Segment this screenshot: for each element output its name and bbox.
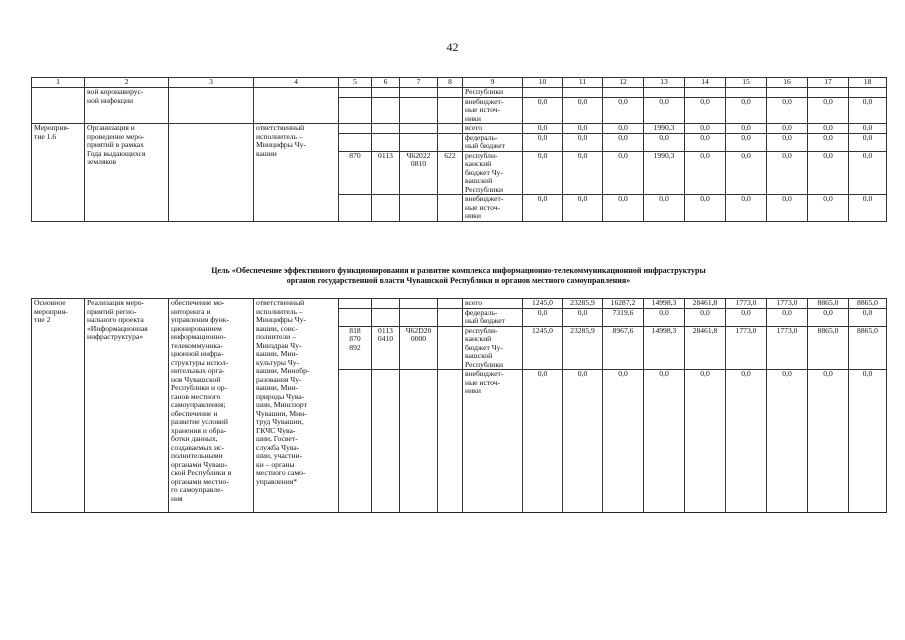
cell-source: республи- канский бюджет Чу- вашской Республики bbox=[463, 326, 523, 370]
cell-value: 14998,3 bbox=[644, 299, 685, 309]
cell-value: 0,0 bbox=[726, 370, 767, 513]
column-number-cell: 18 bbox=[849, 78, 887, 88]
column-number-cell: 9 bbox=[463, 78, 523, 88]
cell bbox=[523, 88, 563, 98]
cell bbox=[372, 370, 400, 513]
cell-value: 0,0 bbox=[849, 370, 887, 513]
cell bbox=[339, 308, 372, 326]
cell bbox=[400, 124, 438, 134]
cell-value: 0,0 bbox=[767, 151, 808, 195]
cell bbox=[372, 308, 400, 326]
column-number-cell: 4 bbox=[254, 78, 339, 88]
cell bbox=[644, 88, 685, 98]
cell bbox=[372, 195, 400, 222]
cell-value: 0,0 bbox=[563, 308, 603, 326]
cell-value: 1990,3 bbox=[644, 124, 685, 134]
cell bbox=[400, 88, 438, 98]
cell-value: 0,0 bbox=[808, 195, 849, 222]
cell-value: 0,0 bbox=[603, 151, 644, 195]
cell bbox=[767, 88, 808, 98]
cell bbox=[400, 195, 438, 222]
cell-code-grbs: 818 870 892 bbox=[339, 326, 372, 370]
cell-event-goal: обеспечение мо- ниторинга и управления функ- ционированием информационно- телекоммуника- ционной инфра- структуры испол- нительных орга- нов Чувашской Республики и ор- ганов местного самоуправления; обеспечение и развитие условий хранения и обра- ботки данных, создаваемых ис- полнительными органами Чуваш- ской Республики и органами местно- го самоуправле- ния bbox=[169, 299, 254, 513]
cell-value: 0,0 bbox=[563, 124, 603, 134]
cell bbox=[339, 124, 372, 134]
cell-value: 0,0 bbox=[849, 151, 887, 195]
cell-value: 0,0 bbox=[808, 151, 849, 195]
cell bbox=[339, 97, 372, 124]
cell-value: 0,0 bbox=[808, 370, 849, 513]
cell-event-id: Мероприя- тие 1.6 bbox=[32, 124, 85, 222]
cell-value: 0,0 bbox=[644, 308, 685, 326]
cell-value: 1773,0 bbox=[767, 299, 808, 309]
cell bbox=[372, 88, 400, 98]
cell bbox=[372, 299, 400, 309]
cell-value: 0,0 bbox=[726, 195, 767, 222]
cell-code-section: 0113 bbox=[372, 151, 400, 195]
cell-value: 0,0 bbox=[726, 308, 767, 326]
column-number-cell: 8 bbox=[438, 78, 463, 88]
cell bbox=[808, 88, 849, 98]
cell-value: 0,0 bbox=[603, 133, 644, 151]
cell-value: 1773,0 bbox=[767, 326, 808, 370]
column-number-row bbox=[32, 78, 887, 88]
cell-value: 0,0 bbox=[685, 124, 726, 134]
cell-event-name: Организация и проведение меро- приятий в рамках Года выдающихся земляков bbox=[85, 124, 169, 222]
cell bbox=[726, 88, 767, 98]
column-number-cell: 6 bbox=[372, 78, 400, 88]
cell-value: 0,0 bbox=[808, 124, 849, 134]
cell-value: 8967,6 bbox=[603, 326, 644, 370]
cell-value: 0,0 bbox=[726, 151, 767, 195]
cell-value: 0,0 bbox=[523, 97, 563, 124]
cell-code-grbs: 870 bbox=[339, 151, 372, 195]
cell-value: 16287,2 bbox=[603, 299, 644, 309]
cell-event-name: Реализация меро- приятий регио- нального проекта «Информационная инфраструктура» bbox=[85, 299, 169, 513]
cell bbox=[339, 370, 372, 513]
cell-value: 0,0 bbox=[603, 124, 644, 134]
cell-value: 23285,9 bbox=[563, 299, 603, 309]
cell-value: 1245,0 bbox=[523, 326, 563, 370]
cell-value: 0,0 bbox=[523, 370, 563, 513]
goal-heading: Цель «Обеспечение эффективного функционирования и развитие комплекса информационно-телекоммуникационной инфраструктуры органов государственной власти Чувашской Республики и органов местного самоуправления» bbox=[211, 266, 706, 285]
cell-source: федераль- ный бюджет bbox=[463, 133, 523, 151]
cell bbox=[339, 133, 372, 151]
column-number-cell: 17 bbox=[808, 78, 849, 88]
cell bbox=[339, 195, 372, 222]
cell bbox=[400, 299, 438, 309]
cell-source: Республики bbox=[463, 88, 523, 98]
cell-continuation-name: вой коронавирус- ной инфекции bbox=[85, 88, 169, 124]
cell-value: 0,0 bbox=[563, 195, 603, 222]
cell-value: 0,0 bbox=[685, 195, 726, 222]
column-number-cell: 5 bbox=[339, 78, 372, 88]
column-number-cell: 7 bbox=[400, 78, 438, 88]
cell-value: 0,0 bbox=[849, 97, 887, 124]
cell-code-article: Ч62D20 0000 bbox=[400, 326, 438, 370]
budget-table-top bbox=[31, 77, 887, 222]
cell-value: 28461,8 bbox=[685, 299, 726, 309]
cell bbox=[438, 124, 463, 134]
cell-value: 8865,0 bbox=[849, 326, 887, 370]
cell bbox=[438, 195, 463, 222]
cell-value: 0,0 bbox=[644, 370, 685, 513]
cell-value: 0,0 bbox=[726, 124, 767, 134]
cell-col4 bbox=[254, 88, 339, 124]
cell-source: всего bbox=[463, 124, 523, 134]
cell-code-article: Ч62022 0810 bbox=[400, 151, 438, 195]
table-row bbox=[32, 299, 887, 309]
cell bbox=[438, 97, 463, 124]
cell-value: 0,0 bbox=[523, 151, 563, 195]
cell bbox=[438, 299, 463, 309]
cell-value: 0,0 bbox=[767, 308, 808, 326]
column-number-cell: 3 bbox=[169, 78, 254, 88]
cell-value: 0,0 bbox=[644, 133, 685, 151]
cell-value: 0,0 bbox=[603, 370, 644, 513]
cell-value: 0,0 bbox=[563, 133, 603, 151]
cell-value: 0,0 bbox=[849, 124, 887, 134]
page-number: 42 bbox=[446, 40, 459, 54]
cell-value: 0,0 bbox=[523, 195, 563, 222]
cell-event-executor: ответственный исполнитель – Минцифры Чу- вашии, соис- полнители – Минздрав Чу- вашии, Мин- культуры Чу- вашии, Минобр- разования Чу- вашии, Мин- природы Чува- шии, Минспорт Чувашии, Мин- труд Чувашии, ГКЧС Чува- шии, Госвет- служба Чува- шии, участни- ки – органы местного само- управления* bbox=[254, 299, 339, 513]
column-number-cell: 10 bbox=[523, 78, 563, 88]
column-number-cell: 11 bbox=[563, 78, 603, 88]
cell-value: 0,0 bbox=[563, 370, 603, 513]
cell-value: 8865,0 bbox=[808, 326, 849, 370]
table-row bbox=[32, 124, 887, 134]
table-row bbox=[32, 88, 887, 98]
cell-value: 0,0 bbox=[849, 195, 887, 222]
cell-event-executor: ответственный исполнитель – Минцифры Чу- вашии bbox=[254, 124, 339, 222]
cell-value: 1990,3 bbox=[644, 151, 685, 195]
cell bbox=[438, 133, 463, 151]
cell-value: 23285,9 bbox=[563, 326, 603, 370]
cell-value: 0,0 bbox=[603, 195, 644, 222]
cell-value: 1773,0 bbox=[726, 326, 767, 370]
cell-value: 0,0 bbox=[767, 124, 808, 134]
cell bbox=[438, 370, 463, 513]
cell-event-goal bbox=[169, 124, 254, 222]
cell bbox=[849, 88, 887, 98]
column-number-cell: 15 bbox=[726, 78, 767, 88]
cell-source: внебюджет- ные источ- ники bbox=[463, 370, 523, 513]
cell-value: 0,0 bbox=[849, 133, 887, 151]
cell-value: 0,0 bbox=[563, 97, 603, 124]
cell bbox=[400, 308, 438, 326]
cell bbox=[339, 88, 372, 98]
cell-value: 0,0 bbox=[808, 308, 849, 326]
cell-value: 0,0 bbox=[767, 97, 808, 124]
column-number-cell: 14 bbox=[685, 78, 726, 88]
budget-table-bottom bbox=[31, 298, 887, 513]
column-number-cell: 12 bbox=[603, 78, 644, 88]
cell-value: 0,0 bbox=[644, 97, 685, 124]
cell-value: 8865,0 bbox=[808, 299, 849, 309]
cell bbox=[372, 133, 400, 151]
cell-value: 0,0 bbox=[808, 133, 849, 151]
cell bbox=[563, 88, 603, 98]
column-number-cell: 2 bbox=[85, 78, 169, 88]
cell-value: 0,0 bbox=[523, 124, 563, 134]
cell-value: 0,0 bbox=[685, 151, 726, 195]
cell-value: 0,0 bbox=[685, 133, 726, 151]
cell-value: 0,0 bbox=[685, 97, 726, 124]
cell-source: внебюджет- ные источ- ники bbox=[463, 97, 523, 124]
cell-source: внебюджет- ные источ- ники bbox=[463, 195, 523, 222]
cell-value: 0,0 bbox=[644, 195, 685, 222]
cell-code-type: 622 bbox=[438, 151, 463, 195]
column-number-cell: 16 bbox=[767, 78, 808, 88]
cell bbox=[400, 133, 438, 151]
cell-event-id: Основное мероприя- тие 2 bbox=[32, 299, 85, 513]
cell bbox=[400, 370, 438, 513]
cell-code-type bbox=[438, 326, 463, 370]
cell-col3 bbox=[169, 88, 254, 124]
cell bbox=[438, 308, 463, 326]
cell-value: 0,0 bbox=[767, 133, 808, 151]
cell-source: федераль- ный бюджет bbox=[463, 308, 523, 326]
cell bbox=[339, 299, 372, 309]
cell-value: 0,0 bbox=[726, 133, 767, 151]
cell-value: 0,0 bbox=[603, 97, 644, 124]
cell bbox=[400, 97, 438, 124]
cell bbox=[685, 88, 726, 98]
cell bbox=[603, 88, 644, 98]
cell bbox=[438, 88, 463, 98]
cell-value: 0,0 bbox=[523, 308, 563, 326]
cell-value: 14998,3 bbox=[644, 326, 685, 370]
column-number-cell: 13 bbox=[644, 78, 685, 88]
cell-value: 0,0 bbox=[849, 308, 887, 326]
cell-value: 0,0 bbox=[685, 308, 726, 326]
cell-value: 28461,8 bbox=[685, 326, 726, 370]
cell-value: 0,0 bbox=[726, 97, 767, 124]
cell-value: 1773,0 bbox=[726, 299, 767, 309]
cell-col1 bbox=[32, 88, 85, 124]
cell-source: всего bbox=[463, 299, 523, 309]
cell-value: 1245,0 bbox=[523, 299, 563, 309]
cell-value: 0,0 bbox=[685, 370, 726, 513]
cell-value: 7319,6 bbox=[603, 308, 644, 326]
cell-value: 0,0 bbox=[523, 133, 563, 151]
cell-value: 0,0 bbox=[563, 151, 603, 195]
cell bbox=[372, 97, 400, 124]
cell-value: 0,0 bbox=[808, 97, 849, 124]
cell-value: 8865,0 bbox=[849, 299, 887, 309]
cell-code-section: 0113 0410 bbox=[372, 326, 400, 370]
cell-value: 0,0 bbox=[767, 195, 808, 222]
cell bbox=[372, 124, 400, 134]
column-number-cell: 1 bbox=[32, 78, 85, 88]
cell-value: 0,0 bbox=[767, 370, 808, 513]
cell-source: республи- канский бюджет Чу- вашской Республики bbox=[463, 151, 523, 195]
